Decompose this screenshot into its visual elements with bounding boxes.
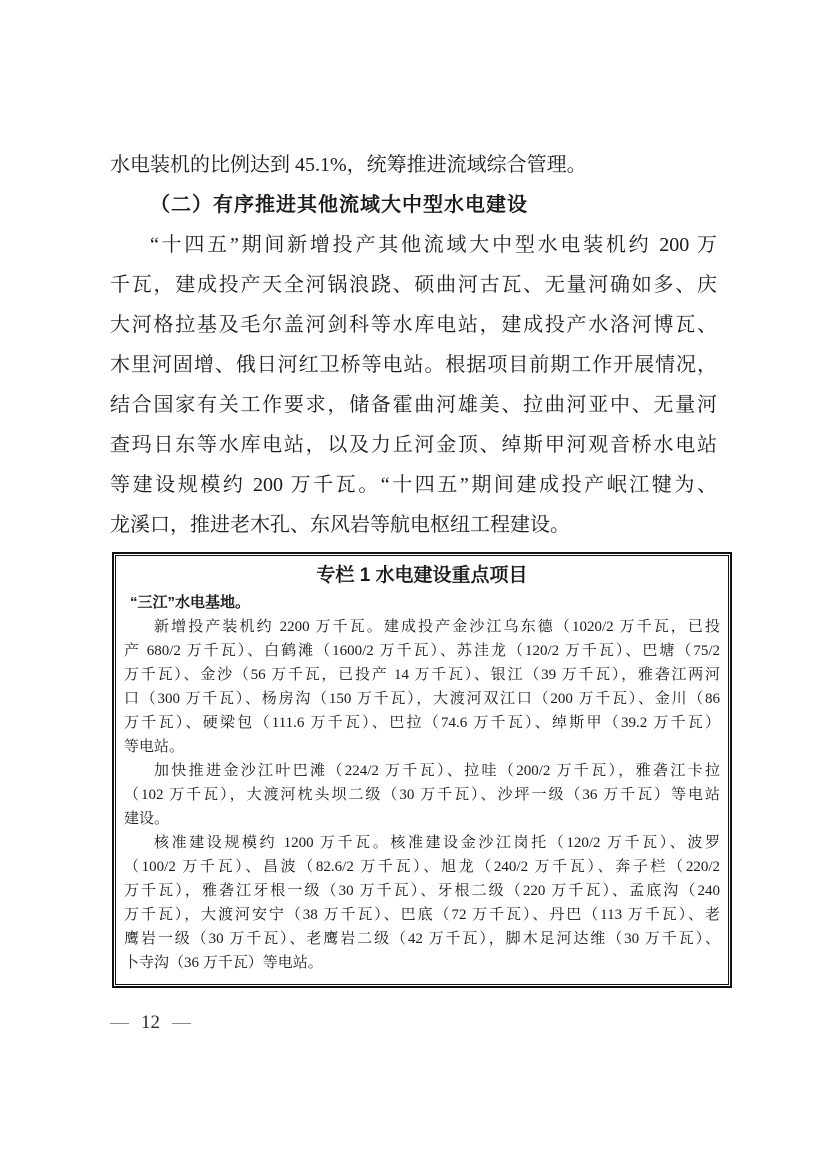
- body-paragraph-line: 木里河固增、俄日河红卫桥等电站。根据项目前期工作开展情况，: [110, 354, 717, 376]
- body-text-block: [110, 145, 717, 545]
- box-title: 专栏 1 水电建设重点项目: [316, 565, 528, 586]
- page-footer: [110, 1010, 191, 1036]
- body-paragraph-line: 等建设规模约 200 万千瓦。“十四五”期间建成投产岷江犍为、: [110, 474, 717, 496]
- column-box: [112, 552, 732, 988]
- footer-dash: —: [110, 1012, 129, 1033]
- box-text-line: 万千瓦），大渡河安宁（38 万千瓦）、巴底（72 万千瓦）、丹巴（113 万千瓦）、老: [124, 907, 720, 923]
- page-number: 12: [141, 1012, 160, 1033]
- box-text-line: （100/2 万千瓦）、昌波（82.6/2 万千瓦）、旭龙（240/2 万千瓦）、奔子栏（220/2: [124, 859, 720, 875]
- box-text-line: 万千瓦）、硬梁包（111.6 万千瓦）、巴拉（74.6 万千瓦）、绰斯甲（39.2 万千瓦）: [124, 715, 720, 731]
- body-paragraph-line: 大河格拉基及毛尔盖河剑科等水库电站，建成投产水洛河博瓦、: [110, 314, 717, 336]
- box-text-line: 鹰岩一级（30 万千瓦）、老鹰岩二级（42 万千瓦），脚木足河达维（30 万千瓦）、: [124, 931, 720, 947]
- box-text-line: 产 680/2 万千瓦）、白鹤滩（1600/2 万千瓦）、苏洼龙（120/2 万千瓦）、巴塘（75/2: [124, 643, 720, 659]
- column-box-inner: [115, 555, 729, 985]
- box-text-line: 万千瓦）、金沙（56 万千瓦，已投产 14 万千瓦）、银江（39 万千瓦），雅砻江两河: [124, 667, 720, 683]
- box-paragraph-3: [124, 831, 720, 975]
- section-heading: （二）有序推进其他流域大中型水电建设: [150, 194, 528, 216]
- box-paragraph-2: [124, 759, 720, 831]
- box-subtitle: “三江”水电基地。: [130, 594, 251, 611]
- footer-dash: —: [172, 1012, 191, 1033]
- box-paragraph-1: [124, 615, 720, 759]
- box-text-line: 等电站。: [124, 739, 185, 755]
- box-text-line: 口（300 万千瓦）、杨房沟（150 万千瓦），大渡河双江口（200 万千瓦）、金川（86: [124, 691, 720, 707]
- box-text-line: 万千瓦），雅砻江牙根一级（30 万千瓦）、牙根二级（220 万千瓦）、孟底沟（240: [124, 883, 720, 899]
- body-paragraph-line: 结合国家有关工作要求，储备霍曲河雄美、拉曲河亚中、无量河: [110, 394, 717, 416]
- box-text-line: （102 万千瓦），大渡河枕头坝二级（30 万千瓦）、沙坪一级（36 万千瓦）等电站: [124, 787, 720, 803]
- paragraph-continuation-line: 水电装机的比例达到 45.1%，统筹推进流域综合管理。: [110, 154, 587, 176]
- body-paragraph-line: 千瓦，建成投产天全河锅浪跷、硕曲河古瓦、无量河确如多、庆: [110, 274, 717, 296]
- body-paragraph-line: 查玛日东等水库电站，以及力丘河金顶、绰斯甲河观音桥水电站: [110, 434, 717, 456]
- body-paragraph-line: 龙溪口，推进老木孔、东风岩等航电枢纽工程建设。: [110, 514, 570, 536]
- body-paragraph-line: “十四五”期间新增投产其他流域大中型水电装机约 200 万: [150, 234, 717, 256]
- box-text-line: 核准建设规模约 1200 万千瓦。核准建设金沙江岗托（120/2 万千瓦）、波罗: [154, 835, 720, 851]
- box-text-line: 卜寺沟（36 万千瓦）等电站。: [124, 955, 323, 971]
- box-text-line: 建设。: [124, 811, 170, 827]
- box-text-line: 新增投产装机约 2200 万千瓦。建成投产金沙江乌东德（1020/2 万千瓦，已投: [154, 619, 720, 635]
- box-text-line: 加快推进金沙江叶巴滩（224/2 万千瓦）、拉哇（200/2 万千瓦），雅砻江卡拉: [154, 763, 720, 779]
